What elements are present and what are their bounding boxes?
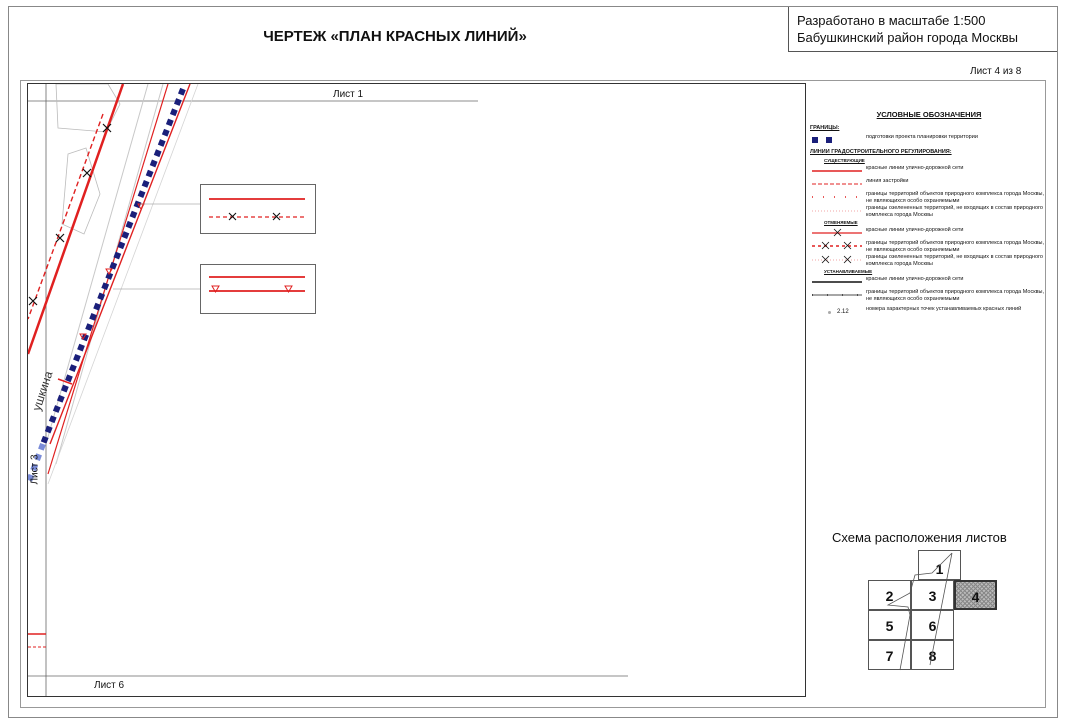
nature-boundary-symbol-icon — [810, 191, 866, 203]
legend-item-text: красные линии улично-дорожной сети — [866, 276, 964, 282]
established-nature-symbol-icon — [810, 289, 866, 301]
building-line-symbol-icon — [810, 178, 866, 190]
scheme-sheet-3[interactable] — [911, 580, 954, 610]
legend-existing-heading: СУЩЕСТВУЮЩИЕ — [824, 158, 865, 163]
legend-panel — [810, 110, 1048, 319]
legend-item — [810, 276, 1048, 288]
scheme-sheet-label: 3 — [928, 588, 937, 604]
drawing-title: ЧЕРТЕЖ «ПЛАН КРАСНЫХ ЛИНИЙ» — [263, 28, 527, 45]
legend-item — [810, 134, 1048, 146]
sheet-layout-scheme — [860, 545, 1010, 685]
legend-item-text: красные линии улично-дорожной сети — [866, 227, 964, 233]
point-number-symbol — [810, 306, 866, 318]
scheme-sheet-8[interactable] — [911, 640, 954, 670]
legend-item — [810, 254, 1048, 267]
map-drawing — [28, 84, 805, 696]
title-stamp — [788, 6, 1058, 52]
cancelled-red-line-symbol-icon — [810, 227, 866, 239]
sheet-number: Лист 4 из 8 — [970, 66, 1022, 77]
legend-item — [810, 240, 1048, 253]
map-area[interactable] — [27, 83, 806, 697]
legend-boundaries-heading: ГРАНИЦЫ: — [810, 125, 840, 131]
legend-cancelled-heading: ОТМЕНЯЕМЫЕ — [824, 220, 858, 225]
scheme-sheet-4-current[interactable] — [954, 580, 997, 610]
legend-item-text: границы территорий объектов природного комплекса города Москвы, не являющихся особо охраняемыми — [866, 191, 1045, 204]
legend-item-text: границы озелененных территорий, не входящих в состав природного комплекса города Москвы — [866, 205, 1043, 218]
building-outline — [62, 148, 100, 234]
legend-item-text: границы озелененных территорий, не входящих в состав природного комплекса города Москвы — [866, 254, 1043, 267]
scheme-sheet-label: 1 — [935, 561, 944, 577]
legend-item-text: границы территорий объектов природного комплекса города Москвы, не являющихся особо охраняемыми — [866, 240, 1045, 253]
callout-existing-lines — [200, 184, 316, 234]
point-number-sample: 2.12 — [837, 309, 849, 315]
legend-title: УСЛОВНЫЕ ОБОЗНАЧЕНИЯ — [876, 110, 982, 119]
legend-item — [810, 289, 1048, 302]
road-edge — [48, 84, 198, 484]
scheme-sheet-label: 2 — [885, 588, 894, 604]
legend-item-text: номера характерных точек устанавливаемых красных линий — [866, 306, 1022, 312]
legend-item-text: линия застройки — [866, 178, 909, 184]
legend-item — [810, 191, 1048, 204]
building-line — [28, 114, 103, 319]
scheme-sheet-7[interactable] — [868, 640, 911, 670]
scheme-sheet-label: 6 — [928, 618, 937, 634]
legend-item-text: границы территорий объектов природного комплекса города Москвы, не являющихся особо охраняемыми — [866, 289, 1045, 302]
scheme-sheet-1[interactable] — [918, 550, 961, 580]
red-line-established — [50, 84, 190, 444]
legend-item — [810, 306, 1048, 318]
adjacent-sheet-bottom[interactable]: Лист 6 — [94, 680, 125, 691]
project-boundary — [43, 89, 183, 444]
scale-text: Разработано в масштабе 1:500 — [797, 13, 986, 28]
scheme-sheet-label: 8 — [928, 648, 937, 664]
red-line-symbol-icon — [810, 165, 866, 177]
adjacent-sheet-top[interactable]: Лист 1 — [333, 89, 364, 100]
scheme-sheet-5[interactable] — [868, 610, 911, 640]
legend-established-heading: УСТАНАВЛИВАЕМЫЕ — [824, 269, 873, 274]
legend-item — [810, 165, 1048, 177]
adjacent-sheet-left[interactable]: Лист 3 — [29, 454, 41, 485]
scheme-sheet-2[interactable] — [868, 580, 911, 610]
legend-item — [810, 178, 1048, 190]
established-red-line-symbol-icon — [810, 276, 866, 288]
legend-lines-heading: ЛИНИИ ГРАДОСТРОИТЕЛЬНОГО РЕГУЛИРОВАНИЯ: — [810, 149, 952, 155]
street-name-label: ушкина — [29, 369, 56, 413]
cancelled-nature-symbol-icon — [810, 240, 866, 252]
point-dot-icon — [828, 311, 831, 314]
scheme-sheet-label: 7 — [885, 648, 894, 664]
red-line-existing — [28, 84, 123, 354]
cancelled-green-symbol-icon — [810, 254, 866, 266]
legend-item-text: подготовки проекта планировки территории — [866, 134, 978, 140]
scheme-sheet-label: 4 — [971, 589, 980, 605]
legend-item — [810, 205, 1048, 218]
boundary-symbol-icon — [810, 134, 866, 146]
scheme-sheet-label: 5 — [885, 618, 894, 634]
scheme-title: Схема расположения листов — [832, 530, 1007, 545]
legend-item — [810, 227, 1048, 239]
scheme-sheet-6[interactable] — [911, 610, 954, 640]
red-line-cancelled — [48, 84, 168, 474]
green-boundary-symbol-icon — [810, 205, 866, 217]
district-name: Бабушкинский район города Москвы — [797, 30, 1018, 45]
legend-item-text: красные линии улично-дорожной сети — [866, 165, 964, 171]
callout-established-lines — [200, 264, 316, 314]
